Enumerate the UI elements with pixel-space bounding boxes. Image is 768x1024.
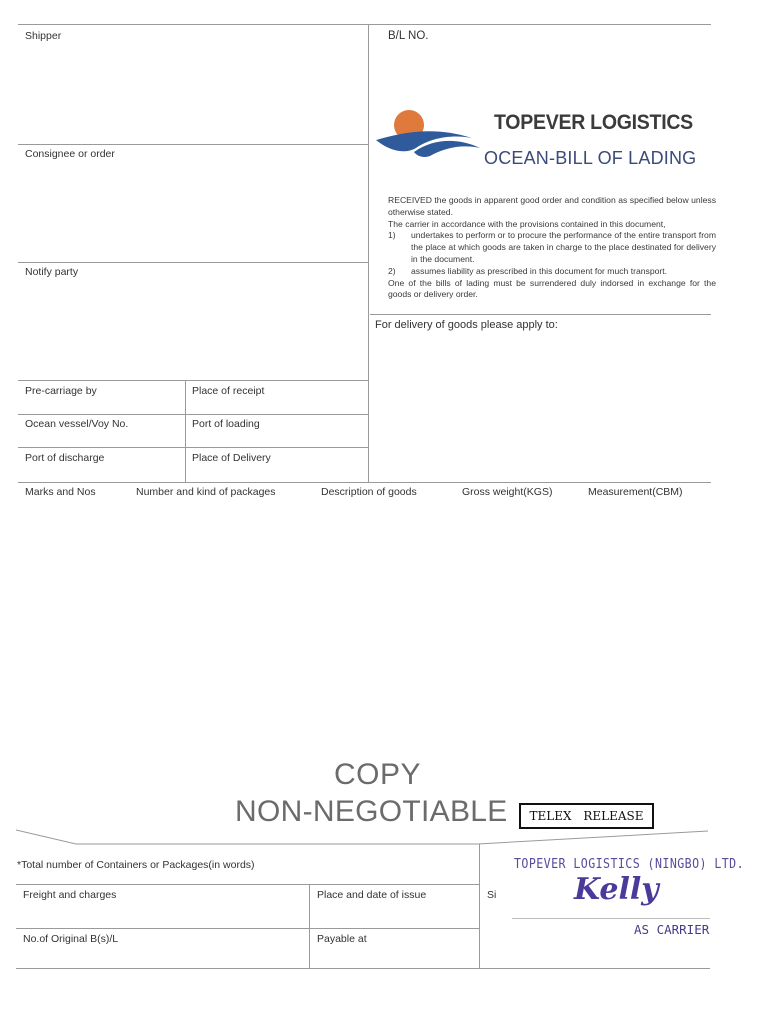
footer-bottom-border [16, 968, 710, 969]
port-of-loading-label: Port of loading [192, 418, 260, 430]
terms-item-1-number: 1) [388, 230, 396, 241]
footer-total-bottom-border [16, 884, 479, 885]
port-of-discharge-label: Port of discharge [25, 452, 105, 464]
notify-party-label: Notify party [25, 266, 79, 278]
pre-carriage-label: Pre-carriage by [25, 385, 97, 397]
number-of-packages-header: Number and kind of packages [136, 486, 276, 498]
original-bls-label: No.of Original B(s)/L [23, 933, 119, 945]
measurement-header: Measurement(CBM) [588, 486, 683, 498]
footer-middle-divider [309, 884, 310, 969]
shipper-label: Shipper [25, 30, 62, 42]
as-carrier-stamp: AS CARRIER [634, 922, 710, 937]
vessel-bottom-border [18, 447, 368, 448]
footer-top-border [16, 828, 710, 848]
routing-bottom-border [18, 482, 711, 483]
routing-middle-divider [185, 380, 186, 482]
footer-signature-divider [479, 844, 480, 969]
total-containers-label: *Total number of Containers or Packages(in words) [17, 859, 255, 871]
ocean-vessel-label: Ocean vessel/Voy No. [25, 418, 129, 430]
terms-bottom-border [370, 314, 711, 315]
place-date-issue-label: Place and date of issue [317, 889, 427, 901]
carrier-stamp-company: TOPEVER LOGISTICS (NINGBO) LTD. [514, 856, 745, 872]
document-title: OCEAN-BILL OF LADING [484, 148, 697, 168]
gross-weight-header: Gross weight(KGS) [462, 486, 553, 498]
signature-line [512, 918, 710, 919]
terms-item-1 [388, 230, 716, 265]
terms-item-2-text: assumes liability as prescribed in this document for much transport. [411, 265, 668, 276]
footer-freight-bottom-border [16, 928, 479, 929]
terms-item-2-number: 2) [388, 265, 396, 276]
place-of-delivery-label: Place of Delivery [192, 452, 271, 464]
place-of-receipt-label: Place of receipt [192, 385, 265, 397]
terms-provisions: The carrier in accordance with the provisions contained in this document, [388, 218, 666, 229]
terms-received: RECEIVED the goods in apparent good order and condition as specified below unless otherwise stated. [388, 195, 716, 217]
company-logo [374, 108, 484, 168]
left-column-divider [368, 24, 369, 482]
copy-watermark: COPY [334, 758, 422, 791]
carrier-terms [388, 195, 716, 301]
consignee-bottom-border [18, 262, 368, 263]
non-negotiable-watermark: NON-NEGOTIABLE [235, 795, 508, 828]
consignee-label: Consignee or order [25, 148, 115, 160]
top-border [18, 24, 711, 25]
payable-at-label: Payable at [317, 933, 367, 945]
terms-item-2 [388, 266, 716, 278]
carrier-signature: Kelly [574, 872, 659, 907]
freight-charges-label: Freight and charges [23, 889, 117, 901]
shipper-bottom-border [18, 144, 368, 145]
terms-item-1-text: undertakes to perform or to procure the performance of the entire transport from the place at which goods are taken in charge to the place destinated for delivery in the document. [411, 230, 716, 264]
signed-label: Si [487, 889, 497, 901]
telex-release-stamp: TELEX RELEASE [519, 803, 654, 829]
marks-and-nos-header: Marks and Nos [25, 486, 96, 498]
delivery-apply-label: For delivery of goods please apply to: [375, 319, 558, 331]
precarriage-bottom-border [18, 414, 368, 415]
description-header: Description of goods [321, 486, 417, 498]
company-name: TOPEVER LOGISTICS [494, 111, 693, 134]
bl-no-label: B/L NO. [388, 30, 429, 42]
notify-bottom-border [18, 380, 368, 381]
terms-surrender: One of the bills of lading must be surrendered duly indorsed in exchange for the goods or delivery order. [388, 277, 716, 300]
